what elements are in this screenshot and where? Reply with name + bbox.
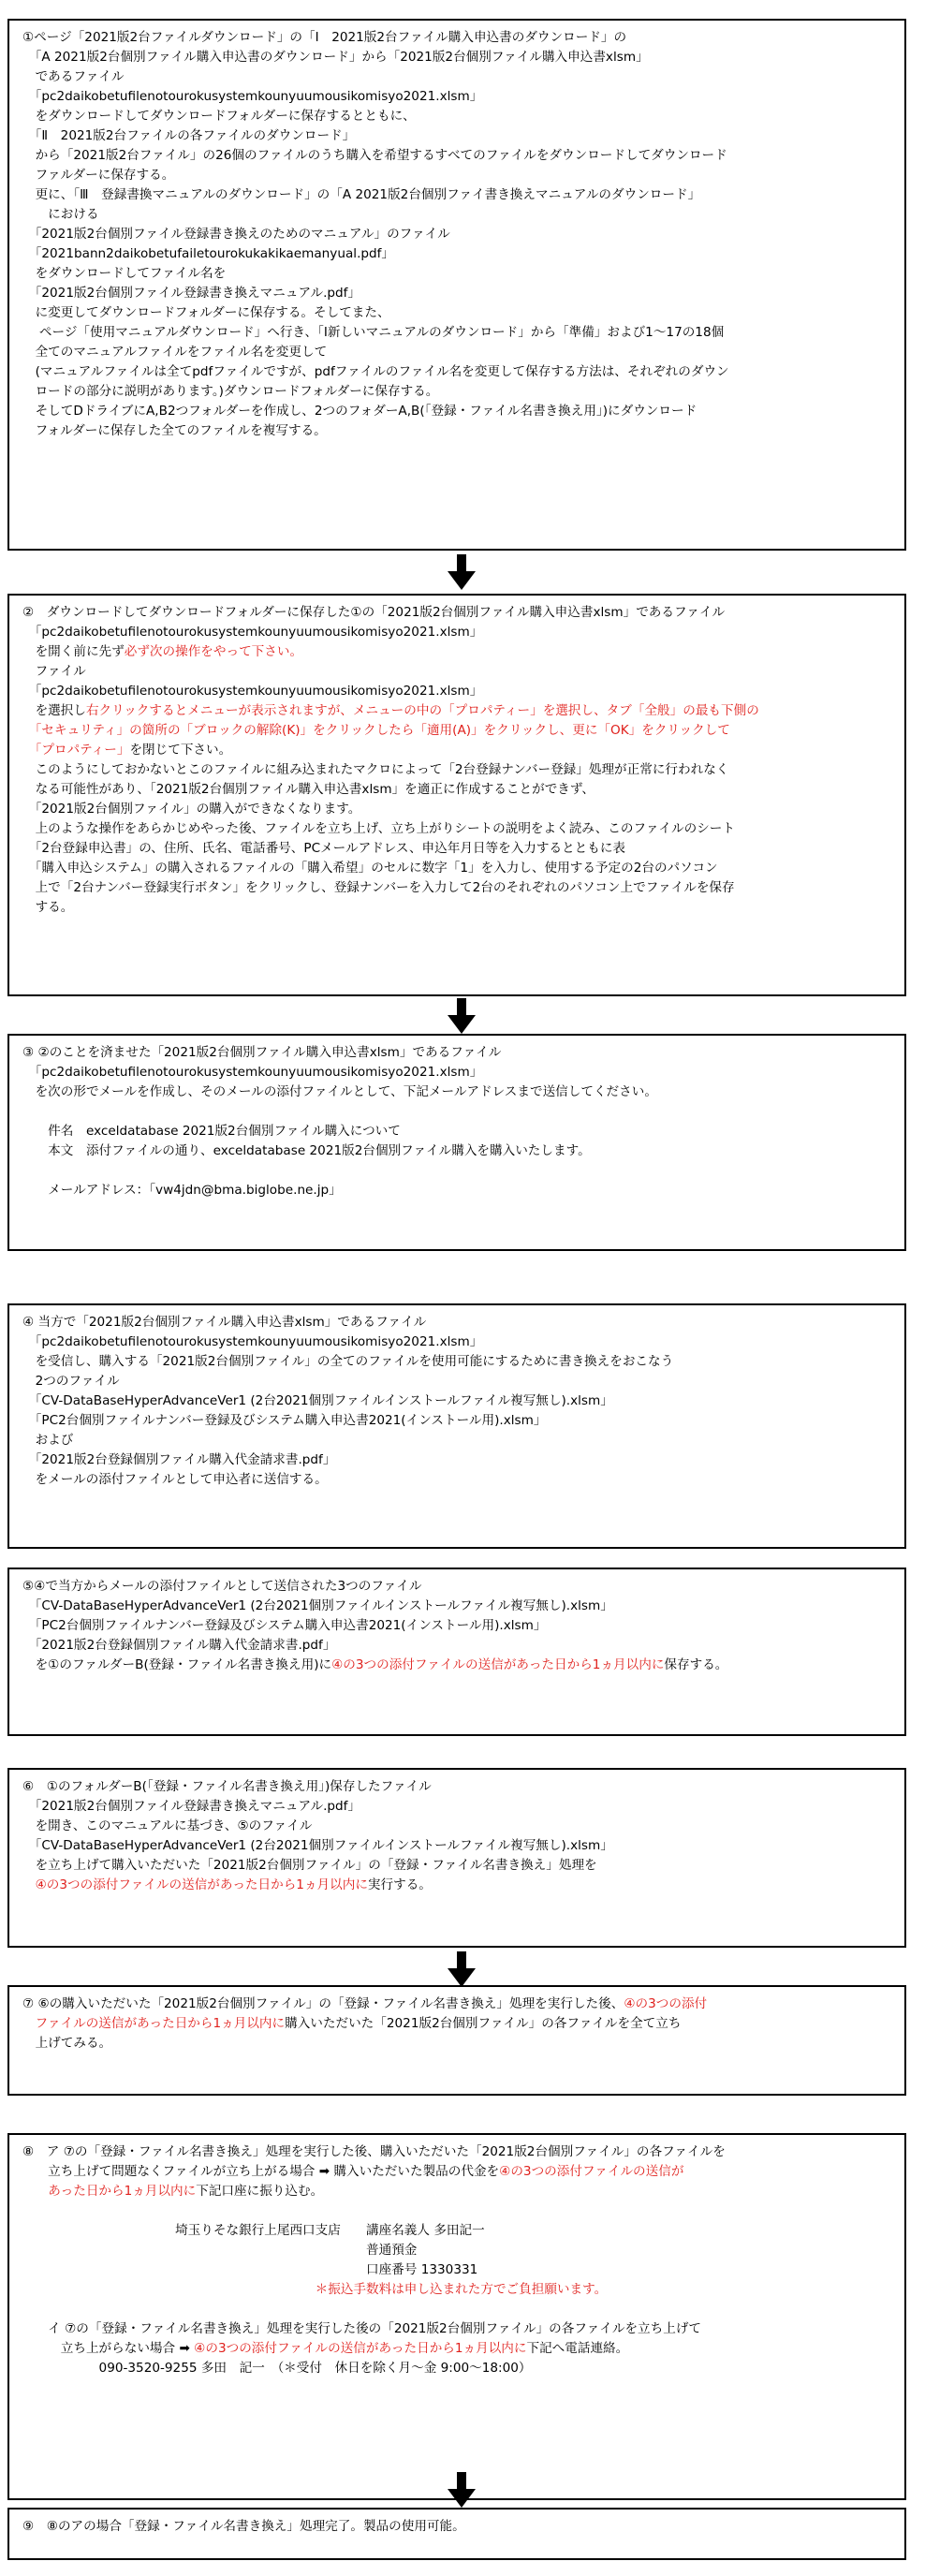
step-2-line [22, 780, 891, 800]
body-text: 「2021版2台個別ファイル」の購入ができなくなります。 [22, 802, 361, 817]
step-8-line [22, 2280, 891, 2300]
body-text: を閉じて下さい。 [129, 743, 232, 758]
emphasis-text: 「セキュリティ」の箇所の「ブロックの解除(K)」をクリックしたら「適用(A)」をクリックし、更に「OK」をクリックして [22, 723, 730, 738]
body-text: を開く前に先ず [22, 644, 125, 659]
step-8-line [22, 2162, 891, 2182]
step-2-line [22, 859, 891, 878]
step-1-line [22, 264, 891, 284]
emphasis-text: ④の3つの添付ファイルの送信があった日から1ヵ月以内に [331, 1657, 665, 1672]
body-text: から「2021版2台ファイル」の26個のファイルのうち購入を希望するすべてのファイルをダウンロードしてダウンロード [22, 148, 727, 163]
emphasis-text: ファイルの送信があった日から1ヵ月以内に [22, 2016, 286, 2031]
step-8-line [22, 2339, 891, 2359]
step-1-line [22, 28, 891, 48]
step-4-line [22, 1332, 891, 1352]
body-text: 「CV-DataBaseHyperAdvanceVer1 (2台2021個別ファイルインストールファイル複写無し).xlsm」 [22, 1838, 613, 1853]
body-text: を選択し [22, 703, 86, 718]
step-4-line [22, 1431, 891, 1450]
step-9-line [22, 2517, 891, 2537]
step-1-line [22, 244, 891, 264]
body-text: ⑧ ア ⑦の「登録・ファイル名書き換え」処理を実行した後、購入いただいた「2021版2台個別ファイル」の各ファイルを [22, 2144, 726, 2159]
step-2-line [22, 819, 891, 839]
body-text: 「購入申込システム」の購入されるファイルの「購入希望」のセルに数字「1」を入力し、使用する予定の2台のパソコン [22, 861, 718, 876]
body-text: 「PC2台個別ファイルナンバー登録及びシステム購入申込書2021(インストール用).xlsm」 [22, 1413, 547, 1428]
step-3-line [22, 1043, 891, 1063]
step-8-line [22, 2142, 891, 2162]
step-6-line [22, 1777, 891, 1797]
step-3-line [22, 1161, 891, 1181]
step-4-line [22, 1450, 891, 1470]
body-text: 「2021bann2daikobetufailetourokukakikaemanyual.pdf」 [22, 246, 395, 261]
step-6-line [22, 1856, 891, 1876]
body-text: 立ち上がらない場合 ➡ [22, 2341, 195, 2356]
step-1-line [22, 421, 891, 441]
step-5-line [22, 1577, 891, 1597]
step-4-line [22, 1352, 891, 1372]
body-text: における [22, 207, 99, 222]
body-text: メールアドレス：「vw4jdn@bma.biglobe.ne.jp」 [22, 1183, 342, 1198]
step-1-line [22, 166, 891, 185]
body-text: フォルダーに保存した全てのファイルを複写する。 [22, 423, 327, 438]
step-2-line [22, 682, 891, 701]
step-1-line [22, 205, 891, 225]
body-text: に変更してダウンロードフォルダーに保存する。そしてまた、 [22, 305, 390, 320]
body-text: 「Ⅱ 2021版2台ファイルの各ファイルのダウンロード」 [22, 128, 356, 143]
body-text: する。 [22, 900, 74, 915]
step-2-line [22, 701, 891, 721]
body-text: をダウンロードしてダウンロードフォルダーに保存するとともに、 [22, 109, 416, 124]
step-2-line [22, 642, 891, 662]
body-text: ④ 当方で「2021版2台個別ファイル購入申込書xlsm」であるファイル [22, 1315, 427, 1330]
step-2-line [22, 898, 891, 918]
emphasis-text: ④の3つの添付ファイルの送信があった日から1ヵ月以内に [194, 2341, 527, 2356]
body-text: 「CV-DataBaseHyperAdvanceVer1 (2台2021個別ファイルインストールファイル複写無し).xlsm」 [22, 1598, 613, 1613]
step-4-line [22, 1470, 891, 1490]
step-2-line [22, 760, 891, 780]
body-text: 上のような操作をあらかじめやった後、ファイルを立ち上げ、立ち上がりシートの説明をよく読み、このファイルのシート [22, 821, 735, 836]
step-8-line [22, 2182, 891, 2201]
down-arrow-icon [448, 998, 476, 1034]
step-1-line [22, 225, 891, 244]
body-text: 下記へ電話連絡。 [526, 2341, 629, 2356]
body-text: をメールの添付ファイルとして申込者に送信する。 [22, 1472, 328, 1487]
body-text: 「2台登録申込書」の、住所、氏名、電話番号、PCメールアドレス、申込年月日等を入力するとともに表 [22, 841, 626, 856]
emphasis-text: 「プロパティー」 [22, 743, 130, 758]
body-text: 「2021版2台個別ファイル登録書き換えマニュアル.pdf」 [22, 1799, 361, 1814]
body-text: 口座番号 1330331 [22, 2262, 478, 2277]
emphasis-text [22, 2184, 48, 2199]
step-2-line [22, 623, 891, 642]
step-1-line [22, 303, 891, 323]
body-text: 本文 添付ファイルの通り、exceldatabase 2021版2台個別ファイル購入を購入いたします。 [22, 1143, 591, 1158]
step-1-line [22, 343, 891, 362]
step-7-box [7, 1985, 906, 2096]
body-text: ② ダウンロードしてダウンロードフォルダーに保存した①の「2021版2台個別ファイル購入申込書xlsm」であるファイル [22, 605, 726, 620]
emphasis-text: ＊振込手数料は申し込まれた方でご負担願います。 [315, 2282, 608, 2297]
body-text: 下記口座に振り込む。 [196, 2184, 324, 2199]
step-2-line [22, 603, 891, 623]
body-text: 立ち上げて問題なくファイルが立ち上がる場合 ➡ 購入いただいた製品の代金を [22, 2164, 500, 2179]
body-text: ⑨ ⑧のアの場合「登録・ファイル名書き換え」処理完了。製品の使用可能。 [22, 2519, 465, 2534]
step-1-line [22, 185, 891, 205]
body-text: 「pc2daikobetufilenotourokusystemkounyuumousikomisyo2021.xlsm」 [22, 1065, 483, 1080]
step-2-line [22, 800, 891, 819]
body-text: 購入いただいた「2021版2台個別ファイル」の各ファイルを全て立ち [285, 2016, 682, 2031]
down-arrow-icon [448, 2472, 476, 2508]
body-text: 保存する。 [664, 1657, 728, 1672]
step-7-line [22, 2014, 891, 2034]
step-3-line [22, 1141, 891, 1161]
step-4-line [22, 1411, 891, 1431]
step-2-line [22, 839, 891, 859]
body-text: ファルダーに保存する。 [22, 168, 175, 183]
step-1-line [22, 362, 891, 382]
body-text: を開き、このマニュアルに基づき、⑤のファイル [22, 1818, 313, 1833]
step-4-box [7, 1303, 906, 1549]
body-text: (マニュアルファイルは全てpdfファイルですが、pdfファイルのファイル名を変更して保存する方法は、それぞれのダウン [22, 364, 729, 379]
body-text: 上げてみる。 [22, 2036, 112, 2051]
emphasis-text: 必ず次の操作をやって下さい。 [124, 644, 303, 659]
body-text: を次の形でメールを作成し、そのメールの添付ファイルとして、下記メールアドレスまで送信してください。 [22, 1084, 657, 1099]
step-1-line [22, 323, 891, 343]
down-arrow-icon [448, 554, 476, 590]
step-1-line [22, 67, 891, 87]
step-4-line [22, 1313, 891, 1332]
body-text: 「2021版2台個別ファイル登録書き換えマニュアル.pdf」 [22, 286, 361, 301]
step-8-line [22, 2241, 891, 2260]
step-5-box [7, 1568, 906, 1736]
step-6-line [22, 1817, 891, 1836]
step-5-line [22, 1597, 891, 1616]
step-7-line [22, 2034, 891, 2053]
body-text: および [22, 1433, 74, 1448]
step-2-line [22, 741, 891, 760]
body-text: 更に、「Ⅲ 登録書換マニュアルのダウンロード」の「A 2021版2台個別ファイ書き換えマニュアルのダウンロード」 [22, 187, 701, 202]
body-text: 「2021版2台登録個別ファイル購入代金請求書.pdf」 [22, 1638, 336, 1653]
step-8-line [22, 2201, 891, 2221]
step-6-box [7, 1768, 906, 1948]
step-2-line [22, 662, 891, 682]
step-3-line [22, 1122, 891, 1141]
step-1-line [22, 87, 891, 107]
body-text: ロードの部分に説明があります。)ダウンロードフォルダーに保存する。 [22, 384, 439, 399]
body-text: ⑦ ⑥の購入いただいた「2021版2台個別ファイル」の「登録・ファイル名書き換え」処理を実行した後、 [22, 1996, 624, 2011]
body-text: 件名 exceldatabase 2021版2台個別ファイル購入について [22, 1124, 401, 1139]
body-text: なる可能性があり、「2021版2台個別ファイル購入申込書xlsm」を適正に作成することができず、 [22, 782, 595, 797]
step-1-line [22, 48, 891, 67]
step-5-line [22, 1656, 891, 1675]
step-8-line [22, 2300, 891, 2319]
down-arrow-icon [448, 1951, 476, 1987]
body-text: 「pc2daikobetufilenotourokusystemkounyuumousikomisyo2021.xlsm」 [22, 684, 483, 699]
body-text: このようにしておかないとこのファイルに組み込まれたマクロによって「2台登録ナンバー登録」処理が正常に行われなく [22, 762, 729, 777]
step-1-line [22, 107, 891, 126]
body-text: ①ページ「2021版2台ファイルダウンロード」の「Ⅰ 2021版2台ファイル購入申込書のダウンロード」の [22, 30, 627, 45]
step-1-line [22, 126, 891, 146]
body-text: 全てのマニュアルファイルをファイル名を変更して [22, 345, 328, 360]
body-text: 埼玉りそな銀行上尾西口支店 講座名義人 多田記一 [22, 2223, 485, 2238]
step-5-line [22, 1636, 891, 1656]
step-1-line [22, 284, 891, 303]
step-3-line [22, 1063, 891, 1082]
body-text: 「pc2daikobetufilenotourokusystemkounyuumousikomisyo2021.xlsm」 [22, 89, 483, 104]
step-3-box [7, 1034, 906, 1251]
emphasis-text: ④の3つの添付ファイルの送信が [499, 2164, 684, 2179]
body-text: 実行する。 [367, 1877, 432, 1892]
step-5-line [22, 1616, 891, 1636]
step-4-line [22, 1391, 891, 1411]
body-text: 2つのファイル [22, 1374, 120, 1389]
body-text: ⑤④で当方からメールの添付ファイルとして送信された3つのファイル [22, 1579, 422, 1594]
step-8-line [22, 2221, 891, 2241]
step-2-line [22, 721, 891, 741]
body-text: 「PC2台個別ファイルナンバー登録及びシステム購入申込書2021(インストール用).xlsm」 [22, 1618, 547, 1633]
emphasis-text: あった日から1ヵ月以内に [48, 2184, 197, 2199]
step-8-line [22, 2260, 891, 2280]
step-6-line [22, 1797, 891, 1817]
step-1-box [7, 19, 906, 551]
step-1-line [22, 146, 891, 166]
body-text: を①のファルダーB(登録・ファイル名書き換え用)に [22, 1657, 332, 1672]
emphasis-text [22, 2282, 316, 2297]
step-3-line [22, 1181, 891, 1200]
body-text: であるファイル [22, 69, 125, 84]
body-text: を受信し、購入する「2021版2台個別ファイル」の全てのファイルを使用可能にするために書き換えをおこなう [22, 1354, 674, 1369]
body-text: 090-3520-9255 多田 記一 （＊受付 休日を除く月～金 9:00～18:00） [22, 2361, 532, 2376]
step-1-line [22, 402, 891, 421]
step-9-box [7, 2508, 906, 2560]
body-text: そしてDドライブにA,B2つフォルダーを作成し、2つのフォダーA,B(「登録・ファイル名書き換え用」)にダウンロード [22, 404, 697, 419]
step-2-line [22, 878, 891, 898]
step-8-box [7, 2133, 906, 2500]
body-text: を立ち上げて購入いただいた「2021版2台個別ファイル」の「登録・ファイル名書き換え」処理を [22, 1858, 597, 1873]
body-text: 上で「2台ナンバー登録実行ボタン」をクリックし、登録ナンバーを入力して2台のそれぞれのパソコン上でファイルを保存 [22, 880, 735, 895]
step-3-line [22, 1102, 891, 1122]
step-1-line [22, 382, 891, 402]
body-text: 「CV-DataBaseHyperAdvanceVer1 (2台2021個別ファイルインストールファイル複写無し).xlsm」 [22, 1393, 613, 1408]
body-text: 「pc2daikobetufilenotourokusystemkounyuumousikomisyo2021.xlsm」 [22, 1334, 483, 1349]
step-3-line [22, 1082, 891, 1102]
body-text: ⑥ ①のフォルダーB(「登録・ファイル名書き換え用」)保存したファイル [22, 1779, 432, 1794]
emphasis-text: ④の3つの添付ファイルの送信があった日から1ヵ月以内に [22, 1877, 368, 1892]
body-text: 「A 2021版2台個別ファイル購入申込書のダウンロード」から「2021版2台個別ファイル購入申込書xlsm」 [22, 50, 649, 65]
step-6-line [22, 1876, 891, 1895]
step-2-box [7, 594, 906, 996]
step-4-line [22, 1372, 891, 1391]
step-8-line [22, 2319, 891, 2339]
step-8-line [22, 2359, 891, 2378]
body-text: ファイル [22, 664, 86, 679]
body-text: ③ ②のことを済ませた「2021版2台個別ファイル購入申込書xlsm」であるファイル [22, 1045, 502, 1060]
body-text: 「2021版2台個別ファイル登録書き換えのためのマニュアル」のファイル [22, 227, 450, 242]
body-text: 普通預金 [22, 2243, 418, 2258]
body-text: 「2021版2台登録個別ファイル購入代金請求書.pdf」 [22, 1452, 336, 1467]
emphasis-text: 右クリックするとメニューが表示されますが、メニューの中の「プロパティー」を選択し、タブ「全般」の最も下側の [85, 703, 759, 718]
step-7-line [22, 1995, 891, 2014]
emphasis-text: ④の3つの添付 [624, 1996, 708, 2011]
body-text: イ ⑦の「登録・ファイル名書き換え」処理を実行した後の「2021版2台個別ファイル」の各ファイルを立ち上げて [22, 2321, 702, 2336]
body-text: ページ「使用マニュアルダウンロード」へ行き、「Ⅰ新しいマニュアルのダウンロード」から「準備」および1～17の18個 [22, 325, 725, 340]
step-6-line [22, 1836, 891, 1856]
body-text: をダウンロードしてファイル名を [22, 266, 227, 281]
body-text: 「pc2daikobetufilenotourokusystemkounyuumousikomisyo2021.xlsm」 [22, 625, 483, 640]
